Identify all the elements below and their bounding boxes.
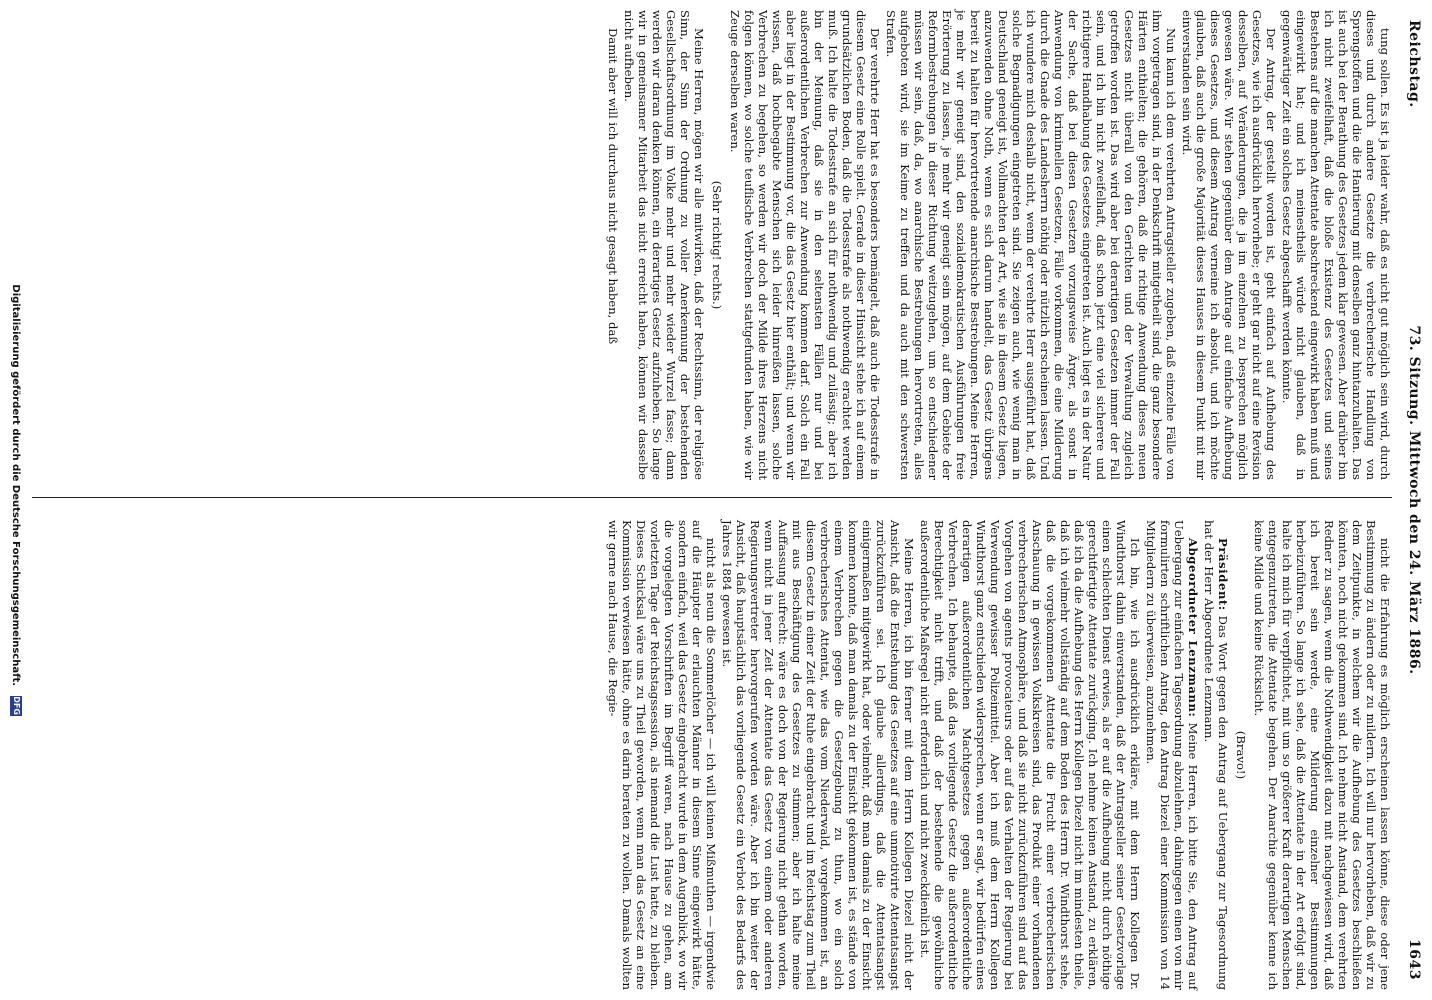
paragraph: Der verehrte Herr hat es besonders bemängelt, daß auch die Todesstrafe in diesem Gesetz eine Rolle spielt. Gerade in dieser Hinsicht stehe ich auf einem grundsätzlichen Boden, daß die Todesstrafe als nothwendig erachtet werden muß. Ich halte die Todesstrafe an sich für nothwendig und zulässig; aber ich bin der Meinung, daß sie in den seltensten Fällen nur und bei außerordentlichen Verbrechen zur Anwendung kommen darf. Solch ein Fall aber liegt in der Bestimmung vor, die das Gesetz hier enthält; und wenn wir wissen, daß hochbegabte Menschen sich leider hinreißen lassen, solche Verbrechen zu begehen, so werden wir doch der Milde ihres Herzens nicht folgen können, wo solche teuflische Verbrechen stattgefunden haben, wie wir Zeuge derselben waren. [728,10,882,480]
paragraph: tung sollen. Es ist ja leider wahr, daß es nicht gut möglich sein wird, durch dieses und durch andere Gesetze die verbrecherische Handlung von Sprengstoffen und die die Hantierung mit denselben ganz hintanzuhalten. Das ist auch bei der Berathung des Gesetzes jedem klar gewesen. Aber darüber bin ich nicht zweifelhaft, daß die bloße Existenz des Gesetzes und seines Bestehens auf die manchen Attentate abschreckend eingewirkt haben muß und eingewirkt hat; und ich meinestheils würde nicht glauben, daß in gegenwärtiger Zeit ein solches Gesetz abgeschafft werden könnte. [1280,10,1392,480]
footer-text: Digitalisierung gefördert durch die Deutsche Forschungsgemeinschaft. [10,284,21,687]
paragraph: Damit aber will ich durchaus nicht gesagt haben, daß [606,28,620,345]
digitization-footer [4,0,22,1000]
interjection: (Bravo!) [1234,730,1248,780]
paragraph: nicht die Erfahrung es möglich erscheinen lassen könne, diese oder jene Bestimmung zu ändern oder zu mildern. Ich will nur hervorheben, daß wir zu dem Zeitpunkte, in welchem wir die Aufhebung des Gesetzes beschließen könnten, noch nicht gekommen sind. Ich nehme nicht Anstand, dem verehrten Redner zu sagen, wenn die Nothwendigkeit dazu mit nachgewiesen wird, daß ich bereit sein werde, eine Milderung einzelner Bestimmungen herbeizuführen. So lange ich sehe, daß die Attentate in der Art erfolgt sind, halte ich mich für verpflichtet, mit um so größerer Kraft derartigen Menschen entgegenzutreten, die Attentate begehen. Der Anarchie gegenüber kenne ich keine Milde und keine Rücksicht. [1252,520,1392,990]
header-left: Reichstag. [1406,20,1422,108]
left-column [604,10,1392,480]
interjection: (Sehr richtig! rechts.) [710,180,724,310]
header-center: 73. Sitzung. Mittwoch den 24. März 1886. [1406,325,1422,675]
right-column [604,520,1392,990]
page-header [1398,20,1424,980]
column-divider [32,497,1392,498]
speaker-name: Präsident: [1216,538,1230,611]
paragraph: Meine Herren, mögen wir alle mitwirken, daß der Rechtssinn, der religiöse Sinn, der Sinn der Ordnung zu voller Anerkennung der bestehenden Gesellschaftsordnung im Volke mehr und mehr wieder Wurzel fasse; dann werden wir daran denken können, ein derartiges Gesetz aufzuheben. So lange wir in gemeinsamer Mitarbeit das nicht erreicht haben, können wir dasselbe nicht aufheben. [622,10,706,480]
paragraph: nicht als neun die Sommerlöcher — ich will keinen Mißmuthen — irgendwie auf die Häupter der erlauchten Männer in diesem Sinne eingewirkt hätte, sondern einfach, weil das Gesetz eingebracht wurde in dem Augenblick, wo wir die vorgelegten Vorschriften im Begriff waren, nach Hause zu gehen, am vorletzten Tage der Reichstagssession, als niemand die Lust hatte, zu bleiben. Dieses Schicksal wäre uns zu Theil geworden, wenn man das Gesetz an eine Kommission verwiesen hätte, ohne es darin beraten zu wollen. Damals wollten wir gerne nach Hause, die Regie- [606,520,718,990]
paragraph: Meine Herren, ich bin ferner mit dem Herrn Kollegen Diezel nicht der Ansicht, daß die Entstehung des Gesetzes auf eine unmotivirte Attentatsangst zurückzuführen sei. Ich glaube allerdings, daß die Attentatsangst einigermaßen mitgewirkt hat, oder vielmehr, daß man damals zu der Einsicht kommen konnte, daß man damals zu der Einsicht gekommen ist, es stände von einem Verbrechen gegen die Gesetzgebung zu thun, wo ein solch verbrecherisches Attentat, wie das vom Niederwald, vorgekommen ist, an diesem Gesetz in einer Zeit der Ruhe eingebracht und im Reichstag zum Theil mit aus Beschäftigung des Gesetzes zu stimmen; aber ich halte meine Auffassung aufrecht: wäre es doch von der Regierung nicht gethan worden, wenn nicht in jener Zeit der Attentate das Gesetz von einem oder anderen Regierungsvertreter hervorgerufen worden wäre. Aber ich bin weiter der Ansicht, daß hauptsächlich das vorliegende Gesetz ein Verbot des Bedarfs des Jahres 1884 gewesen ist. [720,520,916,990]
paragraph: Ich bin, wie ich ausdrücklich erkläre, mit dem Herrn Kollegen Dr. Windthorst dahin einverstanden, daß der Antragsteller seiner Gesetzvorlage einen schlechten Dienst erwies, als er auf die Aufhebung nicht durch nöthige gerechtfertigte Attentate zurückging. Ich nehme keinen Anstand, zu erklären, daß ich da die Aufhebung des Herrn Kollegen Diezel nicht im mindesten theile, daß ich vielmehr vollständig auf dem Boden des Herrn Dr. Windthorst stehe, daß die vorgekommenen Attentate die Frucht einer verbrecherischen Anschauung in gewissen Volkskreisen sind, das Produkt einer vorhandenen verbrecherischen Atmosphäre, und daß sie nicht zurückzuführen sind auf das Vorgehen von agents provocateurs oder auf das Verhalten der Regierung bei Verwendung gewisser Polizeimittel. Aber ich muß dem Herrn Kollegen Windthorst ganz entschieden widersprechen, wenn er sagt, wir bedürfen eines derartigen außerordentlichen Machtgesetzes gegen außerordentliche Verbrechen. Ich behaupte, daß das vorliegende Gesetz die außerordentliche Berechtigkeit nicht trifft, und daß der bestehende die gewöhnliche außerordentliche Maßregel nicht erforderlich und nicht zweckdienlich ist. [918,520,1142,990]
dfg-logo: DFG [12,696,21,715]
paragraph: Der Antrag, der gestellt worden ist, geht einfach auf Aufhebung des Gesetzes, wie ich ausdrücklich hervorhebe; er geht gar nicht auf eine Revision desselben, auf Veränderungen, die ja im einzelnen zu besprechen möglich gewesen wäre. Wir stehen gegenüber dem Antrage auf einfache Aufhebung dieses Gesetzes, und diesem Antrag verneine ich absolut, und ich möchte glauben, daß auch die große Majorität dieses Hauses in diesem Punkt mit mir einverstanden sein wird. [1180,10,1278,480]
speaker-name: Abgeordneter Lenzmann: [1186,538,1200,718]
paragraph: Abgeordneter Lenzmann: Meine Herren, ich bitte Sie, den Antrag auf Uebergang zur einfachen Tagesordnung abzulehnen, dahingegen einen von mir formulirten schriftlichen Antrag, den Antrag Diezel einer Kommission von 14 Mitgliedern zu überweisen, anzunehmen. [1144,520,1200,991]
page-number: 1643 [1406,939,1422,980]
paragraph: Präsident: Das Wort gegen den Antrag auf Uebergang zur Tagesordnung hat der Herr Abgeordnete Lenzmann. [1202,520,1230,990]
paragraph: Nun kann ich dem verehrten Antragsteller zugeben, daß einzelne Fälle von ihm vorgetragen sind, in der Denkschrift mitgetheilt sind, die ganz besondere Härten enthielten; die gehören, daß die richtige Anwendung dieses neuen Gesetzes nicht überall von den Gerichten und der Verwaltung zugleich getroffen worden ist. Das wird aber bei derartigen Gesetzen immer der Fall sein, und ich bin nicht zweifelhaft, daß schon jetzt eine viel sicherere und richtigere Handhabung des Gesetzes eingetreten ist. Auch liegt es in der Natur der Sache, daß bei diesen Gesetzen vorzugsweise Ärger, als sonst in Anwendung von kriminellen Gesetzen, Fälle vorkommen, die eine Milderung durch die Gnade des Landesherrn nöthig oder nützlich erscheinen lassen. Und ich wundere mich deshalb nicht, wenn der verehrte Herr ausgeführt hat, daß solche Begnadigungen eingetreten sind. Sie zeigen auch, wie wenig man in Deutschland geneigt ist, Vollmachten der Art, wie sie in diesem Gesetz liegen, anzuwenden ohne Noth, wenn es sich darum handelt, das Gesetz übrigens bereit zu halten für hervortretende anarchische Bestrebungen. Meine Herren, je mehr wir geneigt sind, den sozialdemokratischen Ausführungen freie Erörterung zu lassen, je mehr wir geneigt sein mögen, auf dem Gebiete der Reformbestrebungen in dieser Richtung weitzugehen, um so entschiedener müssen wir sein, daß, da, wo anarchische Bestrebungen hervortreten, alles aufgeboten wird, sie im Keime zu treffen und da auch mit den schwersten Strafen. [884,10,1178,480]
